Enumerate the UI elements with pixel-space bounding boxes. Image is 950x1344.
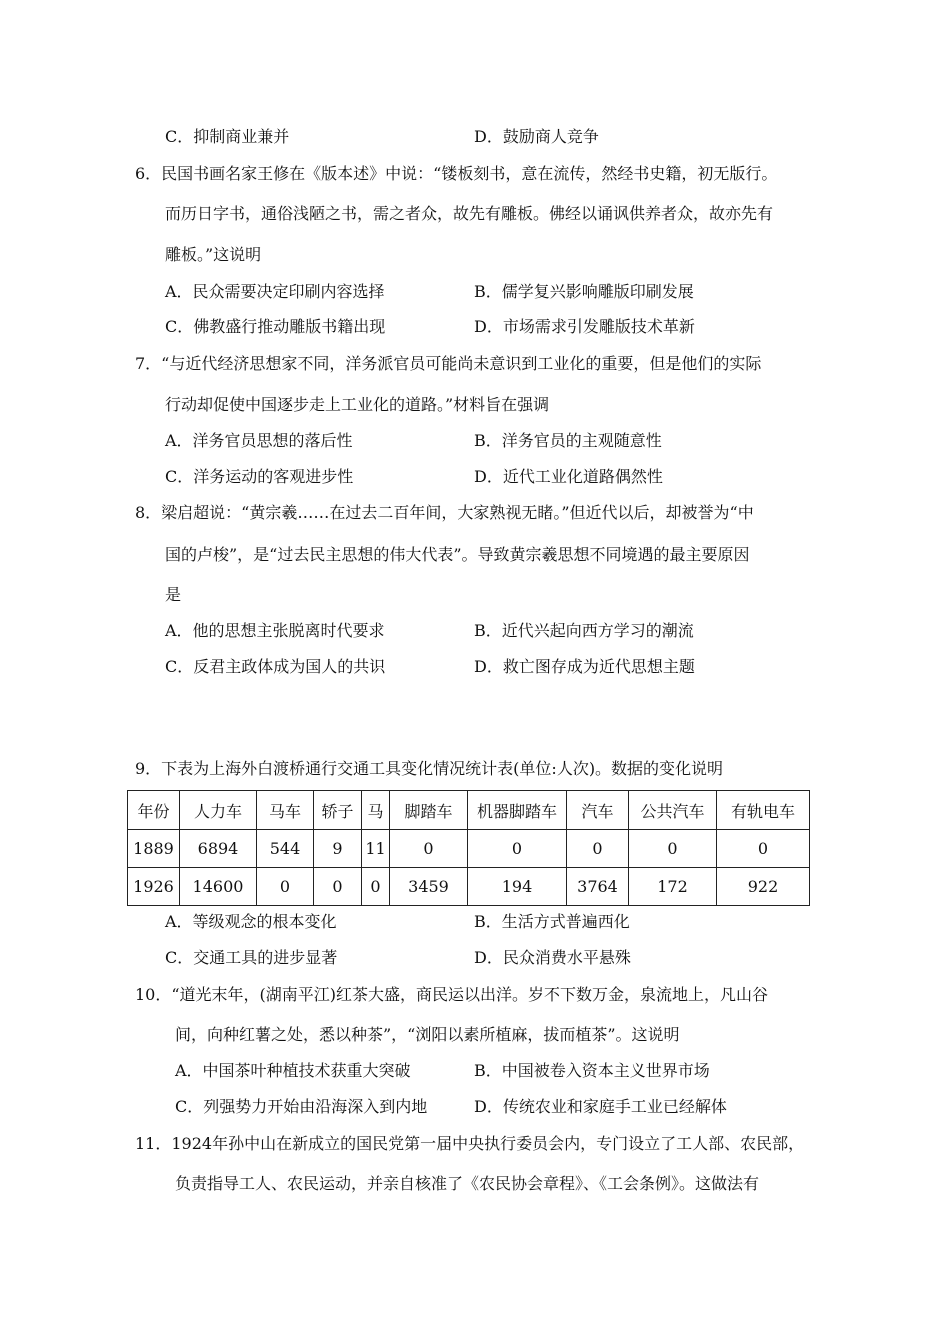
traffic-statistics-table (127, 790, 810, 906)
q8-option-b: B．近代兴起向西方学习的潮流 (474, 621, 694, 640)
q9-stem-line-1: 9．下表为上海外白渡桥通行交通工具变化情况统计表(单位:人次)。数据的变化说明 (135, 759, 724, 778)
table-cell: 0 (362, 868, 390, 906)
q6-stem-line-1: 6．民国书画名家王修在《版本述》中说：“镂板刻书，意在流传，然经书史籍，初无版行。 (135, 164, 778, 183)
q5-option-d: D．鼓励商人竞争 (474, 127, 599, 146)
table-cell: 0 (257, 868, 314, 906)
table-header-cell: 年份 (128, 791, 180, 830)
q8-stem-line-2: 国的卢梭”，是“过去民主思想的伟大代表”。导致黄宗羲思想不同境遇的最主要原因 (165, 545, 750, 564)
q7-option-c: C．洋务运动的客观进步性 (165, 467, 354, 486)
table-cell: 172 (629, 868, 717, 906)
q11-stem-line-1: 11．1924年孙中山在新成立的国民党第一届中央执行委员会内，专门设立了工人部、农民部， (135, 1134, 805, 1153)
table-header-cell: 轿子 (314, 791, 362, 830)
table-cell: 1889 (128, 830, 180, 868)
table-cell: 11 (362, 830, 390, 868)
q10-option-c: C．列强势力开始由沿海深入到内地 (175, 1097, 428, 1116)
q9-option-a: A．等级观念的根本变化 (165, 912, 337, 931)
q8-option-d: D．救亡图存成为近代思想主题 (474, 657, 695, 676)
q6-option-d: D．市场需求引发雕版技术革新 (474, 317, 695, 336)
q11-stem-line-2: 负责指导工人、农民运动，并亲自核准了《农民协会章程》、《工会条例》。这做法有 (175, 1174, 760, 1193)
table-cell: 0 (468, 830, 567, 868)
q10-option-d: D．传统农业和家庭手工业已经解体 (474, 1097, 727, 1116)
q10-stem-line-2: 间，向种红薯之处，悉以种茶”，“浏阳以素所植麻，拔而植茶”。这说明 (175, 1025, 680, 1044)
table-cell: 0 (314, 868, 362, 906)
table-cell: 1926 (128, 868, 180, 906)
table-cell: 3459 (390, 868, 468, 906)
q5-option-c: C．抑制商业兼并 (165, 127, 290, 146)
q7-option-a: A．洋务官员思想的落后性 (165, 431, 353, 450)
table-cell: 0 (629, 830, 717, 868)
table-cell: 0 (390, 830, 468, 868)
q9-option-d: D．民众消费水平悬殊 (474, 948, 631, 967)
table-header-cell: 汽车 (567, 791, 629, 830)
q8-stem-line-3: 是 (165, 585, 182, 604)
table-header-cell: 有轨电车 (717, 791, 810, 830)
q7-stem-line-2: 行动却促使中国逐步走上工业化的道路。”材料旨在强调 (165, 395, 550, 414)
table-cell: 194 (468, 868, 567, 906)
q10-option-a: A．中国茶叶种植技术获重大突破 (175, 1061, 411, 1080)
table-header-cell: 马车 (257, 791, 314, 830)
table-header-cell: 人力车 (180, 791, 257, 830)
q6-option-c: C．佛教盛行推动雕版书籍出现 (165, 317, 386, 336)
table-header-cell: 机器脚踏车 (468, 791, 567, 830)
table-header-cell: 马 (362, 791, 390, 830)
table-row (128, 830, 810, 868)
table-cell: 9 (314, 830, 362, 868)
q6-option-a: A．民众需要决定印刷内容选择 (165, 282, 385, 301)
table-cell: 922 (717, 868, 810, 906)
table-cell: 0 (717, 830, 810, 868)
q9-option-b: B．生活方式普遍西化 (474, 912, 630, 931)
table-cell: 14600 (180, 868, 257, 906)
table-cell: 3764 (567, 868, 629, 906)
table-header-cell: 脚踏车 (390, 791, 468, 830)
table-header-cell: 公共汽车 (629, 791, 717, 830)
q8-option-a: A．他的思想主张脱离时代要求 (165, 621, 385, 640)
q8-stem-line-1: 8．梁启超说：“黄宗羲……在过去二百年间，大家熟视无睹。”但近代以后，却被誉为“中 (135, 503, 754, 522)
table-cell: 0 (567, 830, 629, 868)
q7-option-b: B．洋务官员的主观随意性 (474, 431, 662, 450)
q10-option-b: B．中国被卷入资本主义世界市场 (474, 1061, 710, 1080)
q8-option-c: C．反君主政体成为国人的共识 (165, 657, 386, 676)
q6-stem-line-3: 雕板。”这说明 (165, 245, 262, 264)
table-header-row (128, 791, 810, 830)
q9-option-c: C．交通工具的进步显著 (165, 948, 338, 967)
table-row (128, 868, 810, 906)
table-cell: 544 (257, 830, 314, 868)
q6-option-b: B．儒学复兴影响雕版印刷发展 (474, 282, 694, 301)
q7-stem-line-1: 7．“与近代经济思想家不同，洋务派官员可能尚未意识到工业化的重要，但是他们的实际 (135, 354, 762, 373)
table-cell: 6894 (180, 830, 257, 868)
q6-stem-line-2: 而历日字书，通俗浅陋之书，需之者众，故先有雕板。佛经以诵讽供养者众，故亦先有 (165, 204, 774, 223)
q10-stem-line-1: 10．“道光末年，(湖南平江)红茶大盛，商民运以出洋。岁不下数万金，泉流地上，凡山谷 (135, 985, 769, 1004)
q7-option-d: D．近代工业化道路偶然性 (474, 467, 663, 486)
